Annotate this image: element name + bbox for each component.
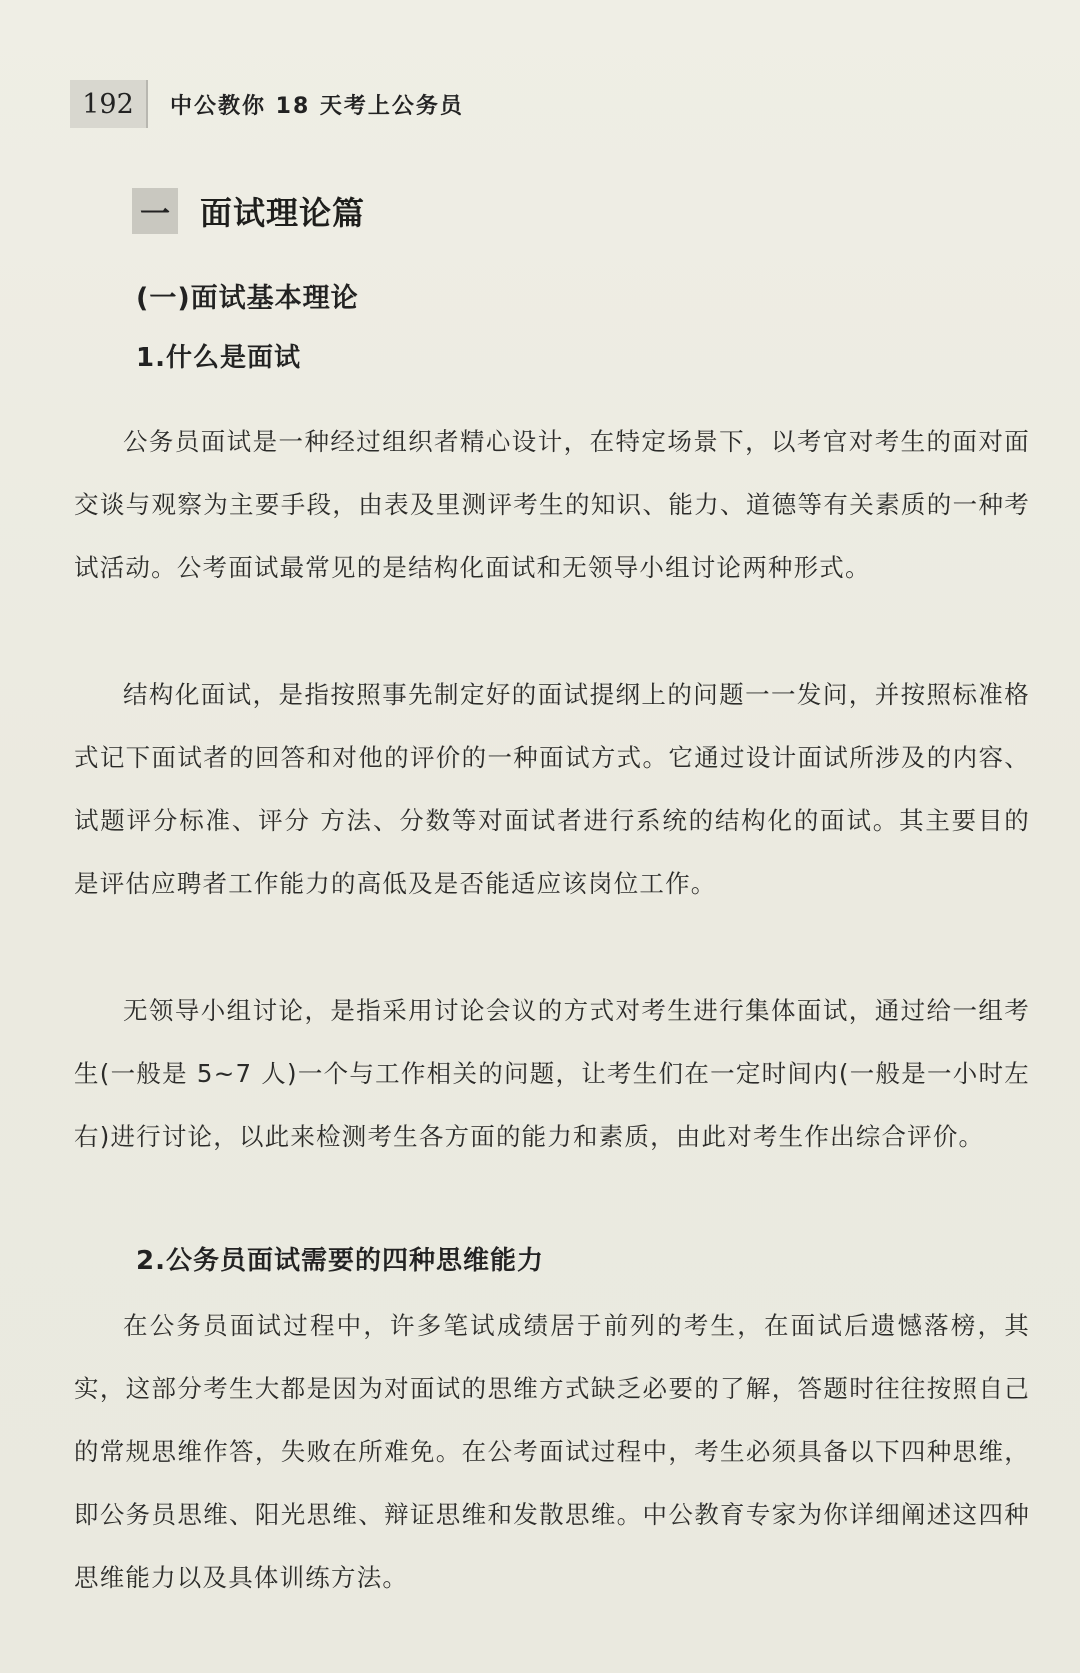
section-heading xyxy=(132,186,365,236)
item-title-what-is-interview: 1.什么是面试 xyxy=(136,343,301,373)
subsection-title: (一)面试基本理论 xyxy=(136,283,359,314)
book-title: 中公教你 18 天考上公务员 xyxy=(170,93,464,119)
section-title: 面试理论篇 xyxy=(200,194,366,232)
page-header xyxy=(70,80,464,128)
paragraph-definition: 公务员面试是一种经过组织者精心设计，在特定场景下，以考官对考生的面对面交谈与观察为主要手段，由表及里测评考生的知识、能力、道德等有关素质的一种考试活动。公考面试最常见的是结构化面试和无领导小组讨论两种形式。 xyxy=(74,427,1030,582)
paragraph-leaderless-group: 无领导小组讨论，是指采用讨论会议的方式对考生进行集体面试，通过给一组考生(一般是 5~7 人)一个与工作相关的问题，让考生们在一定时间内(一般是一小时左右)进行讨论，以此来检测考生各方面的能力和素质，由此对考生作出综合评价。 xyxy=(74,996,1030,1151)
item-title-four-thinking: 2.公务员面试需要的四种思维能力 xyxy=(136,1246,544,1276)
section-number: 一 xyxy=(132,188,178,234)
page-number: 192 xyxy=(70,80,148,128)
paragraph-four-thinking: 在公务员面试过程中，许多笔试成绩居于前列的考生，在面试后遗憾落榜，其实，这部分考生大都是因为对面试的思维方式缺乏必要的了解，答题时往往按照自己的常规思维作答，失败在所难免。在公考面试过程中，考生必须具备以下四种思维，即公务员思维、阳光思维、辩证思维和发散思维。中公教育专家为你详细阐述这四种思维能力以及具体训练方法。 xyxy=(74,1311,1030,1592)
paragraph-structured-interview: 结构化面试，是指按照事先制定好的面试提纲上的问题一一发问，并按照标准格式记下面试者的回答和对他的评价的一种面试方式。它通过设计面试所涉及的内容、试题评分标准、评分 方法、分数等对面试者进行系统的结构化的面试。其主要目的是评估应聘者工作能力的高低及是否能适应该岗位工作。 xyxy=(74,680,1030,898)
